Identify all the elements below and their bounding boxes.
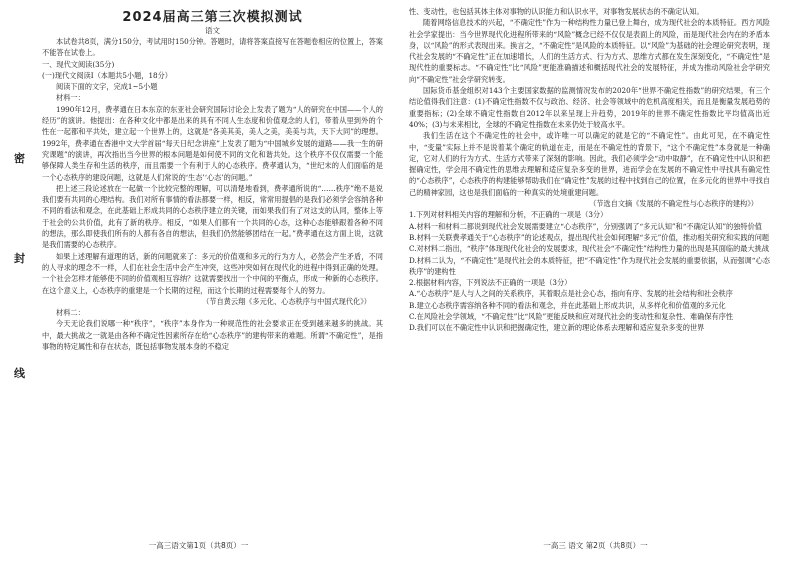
margin-mark-line: 线 (14, 367, 25, 380)
question-1-option-b: B.材料一关联费孝通关于“心态秩序”的论述观点，提出现代社会如何理解“多元”价值，推动相关研究和实践的问题 (409, 232, 770, 242)
question-1: 1.下列对材料相关内容的理解和分析，不正确的一项是（3分） (409, 210, 608, 220)
right-body (409, 6, 770, 334)
instructions: 本试卷共8页，满分150分，考试用时150分钟。答题时，请将答案直接写在答题卷相应的位置上，答案不能答在试卷上。 (42, 37, 383, 58)
question-2-option-b: B.建立心态秩序需容纳各种不同的看法和观念，并在此基础上形成共识，从多样化和价值观的多元化 (409, 300, 726, 310)
exam-subject: 语文 (205, 26, 220, 35)
exam-title: 2024届高三第三次模拟测试 (122, 10, 303, 25)
page-footer-left: 一高三语文第1页（共8页）一 (148, 541, 249, 550)
question-1-option-c: C.对材料二指出，“秩序”体现现代化社会的发展要求，现代社会“不确定性”结构性力量的出现是其面临的最大挑战 (409, 244, 770, 254)
question-2-option-a: A.“心态秩序”是人与人之间的关系秩序，其着眼点是社会心态，指向有序、发展的社会结构和社会秩序 (409, 289, 733, 299)
margin-mark-seal: 密 (14, 152, 25, 165)
material-2-paragraph: 国际货币基金组织对143个主要国家数据的监测情况发布的2020年“世界不确定性指数”的研究结果，有三个结论值得我们注意：(1)不确定性指数不仅与政治、经济、社会等领域中的危机高度相关，而且是衡量发展趋势的重要指标；(2)全球不确定性指数自2012年以来呈现上升趋势，2019年的世界不确定性指数比平均值高出近40%；(3)与未来相比，全球的不确定性指数在未来仍处于较高水平。 (409, 86, 770, 129)
question-2-option-d: D.我们可以在不确定性中认识和把握确定性，建立新的理论体系去理解和适应复杂多变的世界 (409, 323, 705, 333)
page-footer-right: 一高三 语文 第2页（共8页）一 (543, 541, 648, 550)
material-2-paragraph: 随着网络信息技术的兴起，“不确定性”作为一种结构性力量已登上舞台，成为现代社会的本质特征。西方风险社会学家提出：当今世界现代化进程所带来的“风险”概念已经不仅仅是表面上的风险，而是现代社会内在的矛盾本身，以“风险”的形式表现出来。换言之，“不确定性”是风险的本质特征。以“风险”为基础的社会理论研究表明，现代社会发展的“不确定性”正在加速增长，人们的生活方式、行为方式、思维方式都在发生深刻变化，“不确定性”是现代性的重要标志。“不确定性”比“风险”更能准确描述和概括现代社会的发展特征，并成为推动风险社会学研究向“不确定性”社会学研究转变。 (409, 18, 770, 84)
question-1-option-d: D.材料二认为，“不确定性”是现代社会的本质特征，把“不确定性”作为现代社会发展的重要依据，从而强调“心态秩序”的建构性 (409, 255, 770, 276)
material-1-paragraph: 把上述三段论述放在一起做一个比较完整的理解，可以清楚地看到，费孝通所说的“……秩序”绝不是说我们要有共同的心理结构。我们对所有事情的看法都要一样，相反，常常用提倡的是我们必须学会容纳各种不同的看法和观念，在此基础上形成共同的心态秩序建立的关键，而如果我们有了对这支的认同，整体上等于社会的公共价值，此有了新的秩序。相反，“如果人们都有一个共同的心态，这种心态能够跟着各种不同的想法，那么即使我们所有的人都有各自的想法，但我们仍然能够团结在一起。”费孝通在这方面上说，这就是我们需要的心态秩序。 (42, 183, 383, 250)
material-1-label: 材料一： (56, 93, 85, 103)
material-2-paragraph: 性、变动性，也包括其体主体对事物的认识能力和认识水平，对事物发展状态的不确定认知。 (409, 7, 704, 16)
subsection-heading: (一)现代文阅读Ⅰ（本题共5小题，18分） (42, 70, 172, 80)
material-1-paragraph: 如果上述理解有道理的话，新的问题就来了：多元的价值观和多元的行为方人，必然会产生矛盾，不同的人寻求的理念不一样，人们在社会生活中会产生冲突，这些冲突如何在现代化的进程中得到正确的处理。一个社会怎样才能够使不同的价值观相互容纳？这就需要找出一个中间的平衡点，形成一种新的心态秩序。在这个意义上，心态秩序的重建是一个长期的过程，而这个长期的过程需要每个人的努力。 (42, 251, 383, 295)
material-1-citation: （节自黄云翔《多元化、心态秩序与中国式现代化》） (202, 296, 371, 306)
question-1-option-a: A.材料一和材料二都说到现代社会发展需要建立“心态秩序”，分别强调了“多元认知”和“不确定认知”的独特价值 (409, 221, 762, 231)
material-2-citation: （节选自文摘《发展的不确定性与心态秩序的建构》） (589, 199, 758, 209)
reading-prompt: 阅读下面的文字，完成1~5小题 (56, 82, 158, 92)
margin-mark-closure: 封 (14, 252, 25, 265)
material-2-paragraph: 今天无论我们说哪一种“秩序”，“秩序”本身作为一种规范性的社会要求正在受到越来越多的挑战。其中，最大挑战之一就是由各种不确定性因素所存在给“心态秩序”的建构带来的难题。所谓“不确定性”，是指事物的特定属性和存在状态，既包括事物发展本身的不稳定 (42, 319, 383, 352)
material-2-label: 材料二： (56, 308, 85, 318)
question-2-option-c: C.在风险社会学领域，“不确定性”比“风险”更能反映和应对现代社会的变动性和复杂性、难确保有序性 (409, 312, 734, 322)
material-2-paragraph: 我们生活在这个不确定性的社会中，或许唯一可以确定的就是它的“不确定性”。由此可见，在不确定性中，“变量”实际上并不是说着某个确定的轨道在走，而是在不确定性的背景下，“这个不确定性”本身就是一种确定，它对人们的行为方式、生活方式带来了深刻的影响。因此，我们必须学会“动中取静”，在不确定性中认识和把握确定性，学会用不确定性的思维去理解和适应复杂多变的世界，进而学会在发展的不确定性中寻找具有确定性的“心态秩序”，心态秩序的构建能够帮助我们在“确定性”发展的过程中找到自己的位置，在多元化的世界中寻找自己的精神家园，这也是我们面临的一种真实的处境重建问题。 (409, 131, 770, 197)
material-1-paragraph: 1990年12月，费孝通在日本东京的东亚社会研究国际讨论会上发表了题为“人的研究在中国——个人的经历”的演讲。他提出：在各种文化中都是出来的具有不同人生态度和价值观念的人们，带着从里到外的个性在一起都和平共处，建立起一个世界上的，这就是“各美其美，美人之美，美美与共，天下大同”的理想。1992年，费孝通在香港中文大学首届“每天日纪念讲座”上发表了题为“中国城乡发展的道路——我一生的研究课题”的演讲，再次指出当今世界的根本问题是如何使不同的文化和谐共处。这个秩序不仅仅需要一个能够保障人类生存和生活的秩序，而且需要一个有利于人的心态秩序。费孝通认为，“世纪末的人们面临的是一个心态秩序的建设问题，这就是人们常说的‘生态’‘心态’的问题。” (42, 104, 383, 182)
section-heading: 一、现代文阅读(35分) (42, 59, 115, 69)
left-body (42, 6, 383, 352)
question-2: 2.根据材料内容，下列说法不正确的一项是（3分） (409, 278, 572, 288)
page-right (397, 0, 794, 561)
